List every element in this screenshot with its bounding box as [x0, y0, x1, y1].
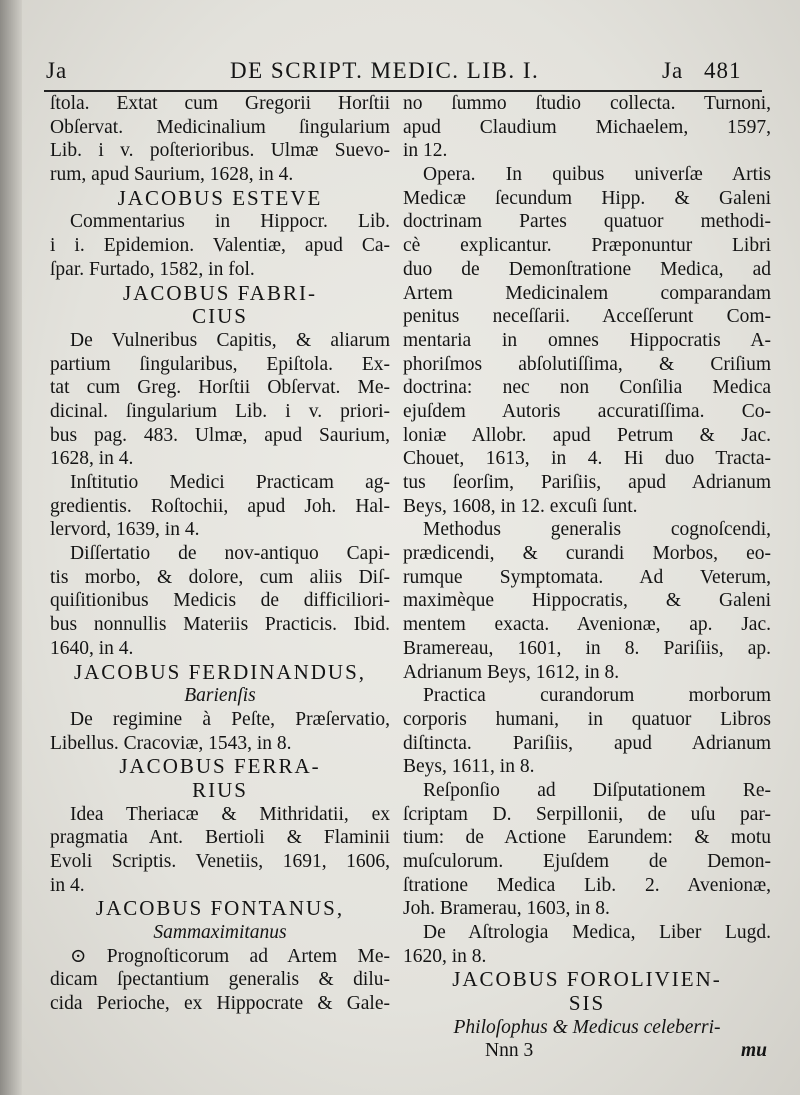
page-gutter-shadow	[0, 0, 22, 1095]
text-line: Methodus generalis cognoſcendi,	[423, 519, 771, 541]
text-line: Diſſertatio de nov-antiquo Capi-	[70, 543, 390, 565]
text-line: i i. Epidemion. Valentiæ, apud Ca-	[50, 235, 390, 257]
running-header	[40, 58, 770, 92]
text-line: mentem exacta. Avenionæ, ap. Jac.	[403, 614, 771, 636]
entry-heading: JACOBUS FABRI-	[123, 280, 317, 305]
text-line: Idea Theriacæ & Mithridatii, ex	[70, 803, 390, 825]
entry-heading: SIS	[568, 991, 606, 1016]
text-line: ſtola. Extat cum Gregorii Horſtii	[50, 93, 390, 114]
text-line: Philoſophus & Medicus celeberri-	[453, 1016, 721, 1038]
text-line: cè explicantur. Præponuntur Libri	[403, 235, 771, 257]
text-line: Inſtitutio Medici Practicam ag-	[70, 472, 390, 493]
text-line: ⊙ Prognoſticorum ad Artem Me-	[70, 945, 390, 967]
entry-heading: JACOBUS ESTEVE	[117, 185, 323, 210]
text-line: Artem Medicinalem comparandam	[403, 282, 771, 304]
text-line: Opera. In quibus univerſæ Artis	[423, 164, 771, 186]
text-line: cida Perioche, ex Hippocrate & Gale-	[50, 993, 390, 1015]
text-line: partium ſingularibus, Epiſtola. Ex-	[50, 353, 390, 375]
text-line: tium: de Actione Earundem: & motu	[403, 827, 771, 849]
text-line: Beys, 1611, in 8.	[403, 756, 535, 778]
text-line: ejuſdem Autoris accuratiſſima. Co-	[403, 400, 771, 422]
text-line: gredientis. Roſtochii, apud Joh. Hal-	[50, 495, 390, 517]
text-line: pragmatia Ant. Bertioli & Flaminii	[50, 827, 390, 849]
text-line: doctrina: nec non Conſilia Medica	[403, 377, 771, 399]
text-line: Sammaximitanus	[153, 922, 287, 944]
text-line: 1628, in 4.	[50, 448, 134, 470]
text-line: no ſummo ſtudio collecta. Turnoni,	[403, 93, 771, 114]
entry-heading: CIUS	[192, 304, 248, 329]
text-line: Bramereau, 1601, in 8. Pariſiis, ap.	[403, 637, 771, 659]
text-line: Evoli Scriptis. Venetiis, 1691, 1606,	[50, 851, 390, 872]
text-line: rumque Symptomata. Ad Veterum,	[403, 566, 771, 588]
text-line: maximèque Hippocratis, & Galeni	[403, 590, 771, 612]
left-column	[50, 92, 390, 1016]
text-line: Reſponſio ad Diſputationem Re-	[423, 779, 771, 801]
text-line: Obſervat. Medicinalium ſingularium	[50, 116, 390, 138]
text-line: Libellus. Cracoviæ, 1543, in 8.	[50, 732, 292, 754]
text-line: De Aſtrologia Medica, Liber Lugd.	[423, 922, 771, 944]
catchword: mu	[740, 1040, 767, 1061]
text-line: phoriſmos abſolutiſſima, & Criſium	[403, 353, 771, 375]
text-line: dicinal. ſingularium Lib. i v. priori-	[50, 400, 390, 422]
entry-heading: JACOBUS FERRA-	[119, 754, 321, 779]
text-line: bus pag. 483. Ulmæ, apud Saurium,	[50, 424, 390, 446]
page-number: 481	[704, 58, 742, 83]
text-line: ſcriptam D. Serpillonii, de uſu par-	[403, 803, 771, 825]
text-line: Joh. Bramerau, 1603, in 8.	[403, 898, 610, 920]
text-line: doctrinam Partes quatuor methodi-	[403, 211, 771, 233]
text-line: corporis humani, in quatuor Libros	[403, 708, 771, 730]
entry-heading: RIUS	[192, 777, 248, 802]
text-line: Practica curandorum morborum	[423, 685, 771, 707]
text-line: Medicæ ſecundum Hipp. & Galeni	[403, 187, 771, 209]
entry-heading: JACOBUS FONTANUS,	[95, 896, 345, 921]
text-line: penitus neceſſarii. Acceſſerunt Com-	[403, 306, 771, 328]
text-line: mentaria in omnes Hippocratis A-	[403, 329, 771, 351]
text-line: dicam ſpectantium generalis & dilu-	[50, 969, 390, 991]
text-line: loniæ Allobr. apud Petrum & Jac.	[403, 424, 771, 446]
header-title: DE SCRIPT. MEDIC. LIB. I.	[230, 58, 540, 83]
text-line: tat cum Greg. Horſtii Obſervat. Me-	[50, 377, 390, 399]
text-line: De Vulneribus Capitis, & aliarum	[70, 329, 390, 351]
text-line: tus ſeorſim, Pariſiis, apud Adrianum	[403, 472, 771, 493]
text-line: lervord, 1639, in 4.	[50, 519, 200, 541]
text-line: Commentarius in Hippocr. Lib.	[70, 211, 390, 233]
text-line: ſpar. Furtado, 1582, in fol.	[50, 258, 255, 280]
text-line: 1620, in 8.	[403, 945, 487, 967]
text-line: muſculorum. Ejuſdem de Demon-	[403, 851, 771, 872]
text-line: prædicendi, & curandi Morbos, eo-	[403, 543, 771, 565]
text-line: Chouet, 1613, in 4. Hi duo Tracta-	[403, 448, 771, 470]
text-line: quiſitionibus Medicis de difficiliori-	[50, 590, 390, 612]
text-line: Adrianum Beys, 1612, in 8.	[403, 661, 620, 683]
text-line: Lib. i v. poſterioribus. Ulmæ Suevo-	[50, 140, 390, 162]
text-line: 1640, in 4.	[50, 637, 134, 659]
text-line: rum, apud Saurium, 1628, in 4.	[50, 164, 294, 186]
text-line: diſtincta. Pariſiis, apud Adrianum	[403, 732, 771, 754]
text-line: in 12.	[403, 140, 448, 162]
text-line: tis morbo, & dolore, cum aliis Diſ-	[50, 566, 390, 588]
text-line: De regimine à Peſte, Præſervatio,	[70, 708, 390, 730]
text-line: ſtratione Medica Lib. 2. Avenionæ,	[403, 874, 771, 896]
signature-mark: Nnn 3	[485, 1040, 534, 1061]
text-line: apud Claudium Michaelem, 1597,	[403, 116, 771, 138]
text-line: duo de Demonſtratione Medica, ad	[403, 258, 771, 280]
header-left-guide: Ja	[46, 58, 68, 83]
page-footer	[403, 1038, 771, 1068]
text-line: in 4.	[50, 874, 85, 896]
header-right-guide: Ja	[662, 58, 684, 83]
entry-heading: JACOBUS FOROLIVIEN-	[452, 967, 722, 992]
right-column	[403, 92, 771, 1040]
text-line: Beys, 1608, in 12. excuſi ſunt.	[403, 495, 638, 517]
text-line: bus nonnullis Materiis Practicis. Ibid.	[50, 614, 390, 636]
text-line: Barienſis	[184, 685, 256, 707]
entry-heading: JACOBUS FERDINANDUS,	[73, 659, 367, 684]
